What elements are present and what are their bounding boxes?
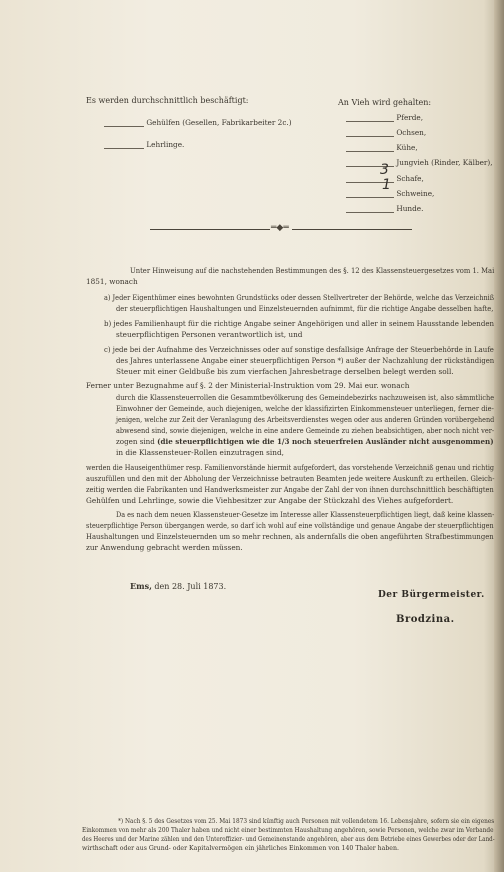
instruction-line-2: Einwohner der Gemeinde, auch diejenigen, welche der klassifizirten Einkommensteuer unterliegen, ferner die-	[116, 404, 494, 413]
item-c-line-2: des Jahres unterlassene Angabe einer steuerpflichtigen Person *) außer der Nachzahlung der rückständigen	[116, 356, 495, 365]
intro-line-2: 1851, wonach	[86, 277, 138, 286]
page-edge	[494, 0, 504, 872]
request-line-2: auszufüllen und den mit der Abholung der Verzeichnisse betrauten Beamten jede weitere Auskunft zu ertheilen. Gleich-	[86, 474, 495, 483]
item-c-line-1: c) jede bei der Aufnahme des Verzeichnisses oder auf sonstige desfallsige Anfrage der Steuerbehörde in Laufe	[104, 345, 494, 354]
horses-blank[interactable]	[346, 121, 394, 122]
handwritten-sheep-count: 3	[380, 162, 389, 178]
mayor-title: Der Bürgermeister.	[378, 590, 485, 600]
reference-line: Ferner unter Bezugnahme auf §. 2 der Ministerial-Instruktion vom 29. Mai eur. wonach	[86, 381, 410, 390]
footnote-line-3: des Heeres und der Marine zählen und den Unteroffizier- und Gemeinenstande angehören, aber aus dem Betriebe eines Gewerbes oder der Land-	[82, 836, 495, 843]
livestock-row-cows: Kühe,	[346, 143, 418, 152]
final-line-2: steuerpflichtige Person übergangen werde, so darf ich wohl auf eine vollständige und genaue Angabe der steuerpflichtigen	[86, 521, 494, 530]
pigs-blank[interactable]	[346, 197, 394, 198]
instruction-line-3: jenigen, welche zur Zeit der Veranlagung des Arbeitsverdienstes wegen oder aus anderen Gründen vorübergehend	[116, 415, 495, 424]
apprentices-blank[interactable]	[104, 148, 144, 149]
item-a-line-1: a) Jeder Eigenthümer eines bewohnten Grundstücks oder dessen Stellvertreter der Behörde, welche das Verzeichniß	[104, 293, 495, 302]
assistants-blank[interactable]	[104, 126, 144, 127]
livestock-row-horses: Pferde,	[346, 113, 423, 122]
final-line-1: Da es nach dem neuen Klassensteuer-Gesetze im Interesse aller Klassensteuerpflichtigen liegt, daß keine klassen-	[116, 510, 495, 519]
instruction-line-5: zogen sind (die steuerpflichtigen wie die 1/3 noch steuerfreien Ausländer nicht ausgenommen)	[116, 437, 494, 446]
request-line-1: werden die Hauseigenthümer resp. Familienvorstände hiermit aufgefordert, das vorstehende Verzeichniß genau und richtig	[86, 463, 495, 472]
instruction-line-6: in die Klassensteuer-Rollen einzutragen sind,	[116, 448, 284, 457]
cows-blank[interactable]	[346, 151, 394, 152]
livestock-row-young-cattle: Jungvieh (Rinder, Kälber),	[346, 158, 493, 167]
livestock-row-oxen: Ochsen,	[346, 128, 426, 137]
handwritten-pigs-count: 1	[382, 177, 391, 193]
mayor-name: Brodzina.	[396, 614, 455, 625]
intro-line-1: Unter Hinweisung auf die nachstehenden Bestimmungen des §. 12 des Klassensteuergesetzes vom 1. Mai	[130, 266, 495, 275]
item-c-line-3: Steuer mit einer Geldbuße bis zum vierfachen Jahresbetrage derselben belegt werden soll.	[116, 367, 454, 376]
footnote-line-4: wirthschaft oder aus Grund- oder Kapitalvermögen ein jährliches Einkommen von 140 Thaler haben.	[82, 845, 399, 852]
oxen-blank[interactable]	[346, 136, 394, 137]
place-date: Ems, den 28. Juli 1873.	[130, 581, 227, 591]
footnote-line-2: Einkommen von mehr als 200 Thaler haben und nicht einer bestimmten Haushaltung angehören, sowie Personen, welche zwar im Verbande	[82, 827, 494, 834]
livestock-row-dogs: Hunde.	[346, 204, 423, 213]
dogs-blank[interactable]	[346, 212, 394, 213]
employees-heading: Es werden durchschnittlich beschäftigt:	[86, 96, 249, 105]
item-b-line-1: b) jedes Familienhaupt für die richtige Angabe seiner Angehörigen und aller in seinem Hausstande lebenden	[104, 319, 495, 328]
final-line-4: zur Anwendung gebracht werden müssen.	[86, 543, 243, 552]
ornamental-divider: ═◆═	[150, 226, 412, 232]
instruction-line-1: durch die Klassensteuerrollen die Gesammtbevölkerung des Gemeindebezirks nachzuweisen ist, also sämmtliche	[116, 393, 495, 402]
item-a-line-2: der steuerpflichtigen Haushaltungen und Einzelsteuernden aufnimmt, für die richtige Angabe desselben hafte,	[116, 304, 494, 313]
request-line-3: zeitig werden die Fabrikanten und Handwerksmeister zur Angabe der Zahl der von ihnen durchschnittlich beschäftigten	[86, 485, 494, 494]
final-line-3: Haushaltungen und Einzelsteuernden um so mehr rechnen, als andernfalls die oben angeführten Strafbestimmungen	[86, 532, 494, 541]
footnote-line-1: *) Nach §. 5 des Gesetzes vom 25. Mai 1873 sind künftig auch Personen mit vollendetem 16. Lebensjahre, sofern sie ein eigenes	[118, 818, 495, 825]
livestock-row-pigs: Schweine,	[346, 189, 434, 198]
emphasis-foreigners: (die steuerpflichtigen wie die 1/3 noch steuerfreien Ausländer nicht ausgenommen)	[157, 437, 494, 446]
item-b-line-2: steuerpflichtigen Personen verantwortlich ist, und	[116, 330, 303, 339]
livestock-row-sheep: Schafe,	[346, 174, 424, 183]
livestock-heading: An Vieh wird gehalten:	[338, 98, 432, 107]
employees-row-apprentices: Lehrlinge.	[104, 140, 184, 149]
request-line-4: Gehülfen und Lehrlinge, sowie die Viehbesitzer zur Angabe der Stückzahl des Viehes aufgefordert.	[86, 496, 454, 505]
instruction-line-4: abwesend sind, sowie diejenigen, welche in eine andere Gemeinde zu ziehen beabsichtigen, aber noch nicht ver-	[116, 426, 495, 435]
employees-row-assistants: Gehülfen (Gesellen, Fabrikarbeiter 2c.)	[104, 118, 292, 127]
